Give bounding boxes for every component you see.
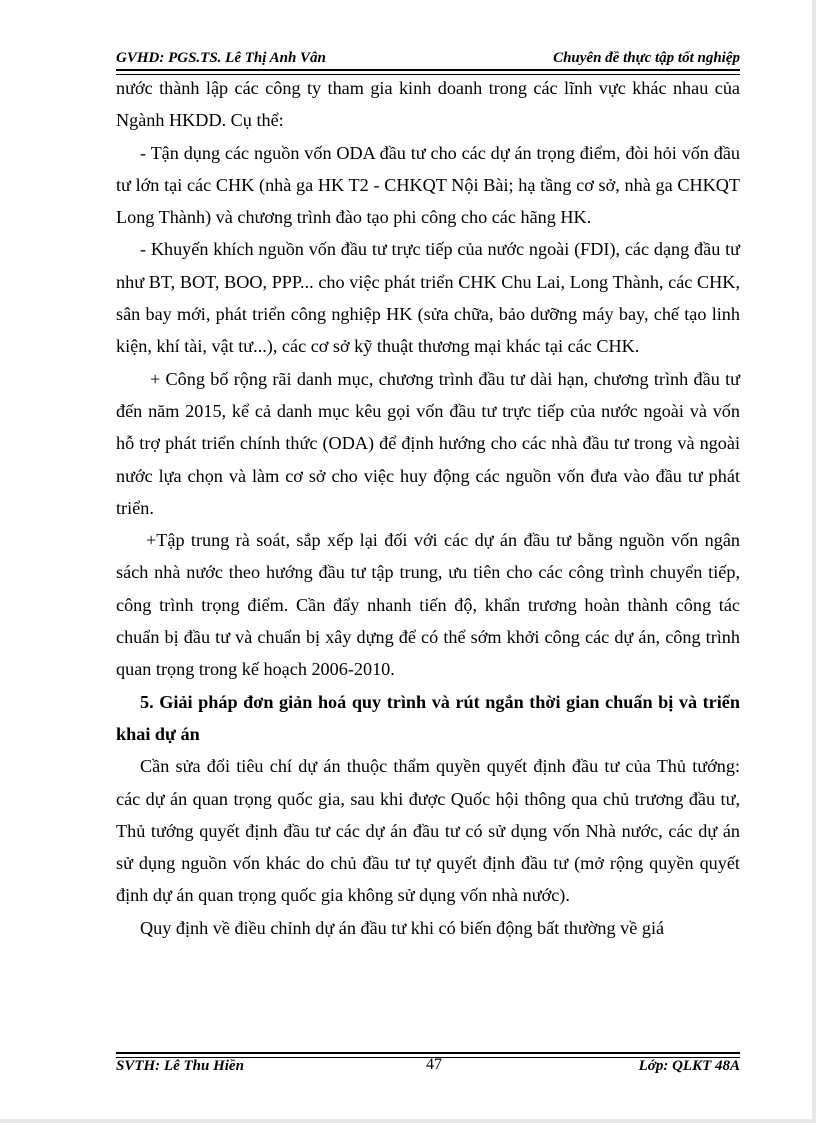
paragraph-oda: - Tận dụng các nguồn vốn ODA đầu tư cho các dự án trọng điểm, đòi hỏi vốn đầu tư lớn tại các CHK (nhà ga HK T2 - CHKQT Nội Bài; hạ tầng cơ sở, nhà ga CHKQT Long Thành) và chương trình đào tạo phi công cho các hãng HK. [116,142,740,228]
paragraph-fdi: - Khuyến khích nguồn vốn đầu tư trực tiếp của nước ngoài (FDI), các dạng đầu tư như BT, BOT, BOO, PPP... cho việc phát triển CHK Chu Lai, Long Thành, các CHK, sân bay mới, phát triển công nghiệp HK (sửa chữa, bảo dưỡng máy bay, chế tạo linh kiện, khí tài, vật tư...), các cơ sở kỹ thuật thương mại khác tại các CHK. [116,239,740,357]
paragraph-criteria: Cần sửa đổi tiêu chí dự án thuộc thẩm quyền quyết định đầu tư của Thủ tướng: các dự án quan trọng quốc gia, sau khi được Quốc hội thông qua chủ trương đầu tư, Thủ tướng quyết định đầu tư các dự án đầu tư có sử dụng vốn Nhà nước, các dự án sử dụng nguồn vốn khác do chủ đầu tư tự quyết định đầu tư (mở rộng quyền quyết định dự án quan trọng quốc gia không sử dụng vốn nhà nước). [116,756,740,906]
page-header [116,48,740,70]
header-advisor: GVHD: PGS.TS. Lê Thị Anh Vân [116,50,326,66]
paragraph-review-projects: +Tập trung rà soát, sắp xếp lại đối với các dự án đầu tư bằng nguồn vốn ngân sách nhà nước theo hướng đầu tư tập trung, ưu tiên cho các công trình chuyển tiếp, công trình trọng điểm. Cần đẩy nhanh tiến độ, khẩn trương hoàn thành công tác chuẩn bị đầu tư và chuẩn bị xây dựng để có thể sớm khởi công các dự án, công trình quan trọng trong kế hoạch 2006-2010. [116,530,740,680]
header-report-title: Chuyên đề thực tập tốt nghiệp [553,50,740,66]
paragraph-intro: nước thành lập các công ty tham gia kinh doanh trong các lĩnh vực khác nhau của Ngành HKDD. Cụ thể: [116,78,740,131]
page-footer [116,1056,740,1078]
footer-class: Lớp: QLKT 48A [638,1058,740,1074]
section-heading: 5. Giải pháp đơn giản hoá quy trình và rút ngắn thời gian chuẩn bị và triển khai dự án [116,691,740,744]
page-body [116,72,740,944]
paragraph-publish-list: + Công bố rộng rãi danh mục, chương trình đầu tư dài hạn, chương trình đầu tư đến năm 2015, kể cả danh mục kêu gọi vốn đầu tư trực tiếp của nước ngoài và vốn hỗ trợ phát triển chính thức (ODA) để định hướng cho các nhà đầu tư trong và ngoài nước lựa chọn và làm cơ sở cho việc huy động các nguồn vốn đưa vào đầu tư phát triển. [116,368,740,518]
page-number: 47 [426,1056,442,1073]
footer-student: SVTH: Lê Thu Hiền [116,1058,244,1074]
paragraph-adjustment: Quy định về điều chỉnh dự án đầu tư khi có biến động bất thường về giá [140,917,665,938]
